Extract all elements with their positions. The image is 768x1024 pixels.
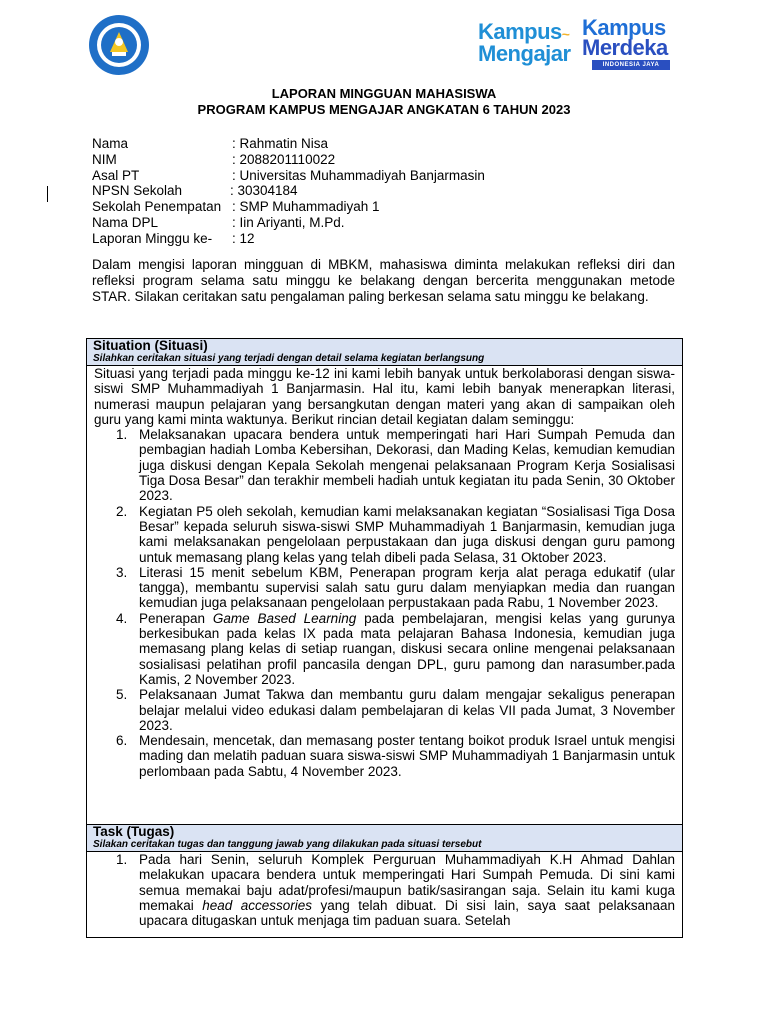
- task-header: [87, 824, 682, 852]
- situation-paragraph: Situasi yang terjadi pada minggu ke-12 ini kami lebih banyak untuk berkolaborasi dengan siswa-siswi SMP Muhammadiyah 1 Banjarmasin. Hal itu, kami lebih banyak menerapkan literasi, numerasi maupun pelajaran yang bersangkutan dengan materi yang akan di sampaikan oleh guru yang kami minta waktunya. Berikut rincian detail kegiatan dalam seminggu:: [94, 366, 675, 427]
- situation-subtitle: Silahkan ceritakan situasi yang terjadi dengan detail selama kegiatan berlangsung: [93, 353, 485, 364]
- task-title: Task (Tugas): [93, 824, 175, 839]
- list-item: 5. Pelaksanaan Jumat Takwa dan membantu guru dalam mengajar sekaligus penerapan belajar melalui video edukasi dalam pembelajaran di kelas VII pada Jumat, 3 November 2023.: [116, 687, 675, 733]
- list-item: 6. Mendesain, mencetak, dan memasang poster tentang boikot produk Israel untuk mengisi mading dan melatih paduan suara siswa-siswi SMP Muhammadiyah 1 Banjarmasin untuk perlombaan pada Sabtu, 4 November 2023.: [116, 733, 675, 779]
- tut-wuri-handayani-logo: [88, 14, 150, 76]
- list-item: 4. Penerapan Game Based Learning pada pembelajaran, mengisi kelas yang gurunya berkesibukan pada kelas IX pada mata pelajaran Bahasa Indonesia, kemudian juga memasang plang kelas di setiap ruangan, diskusi secara online mengenai pelaksanaan sosialisasi pelatihan profil pancasila dengan DPL, guru pamong dan narasumber.pada Kamis, 2 November 2023.: [116, 610, 676, 687]
- situation-list: [94, 427, 675, 779]
- report-subtitle: PROGRAM KAMPUS MENGAJAR ANGKATAN 6 TAHUN 2023: [197, 102, 571, 117]
- list-item: 3. Literasi 15 menit sebelum KBM, Penerapan program kerja alat peraga edukatif (ular tangga), membantu supervisi salah satu guru dalam menyiapkan media dan ruangan kemudian juga pelaksanaan pengelolaan perpustakaan pada Rabu, 1 November 2023.: [116, 564, 675, 611]
- task-subtitle: Silakan ceritakan tugas dan tanggung jawab yang dilakukan pada situasi tersebut: [93, 839, 482, 850]
- task-list: [94, 852, 675, 928]
- task-body: [87, 852, 682, 928]
- list-item: 1. Pada hari Senin, seluruh Komplek Perguruan Muhammadiyah K.H Ahmad Dahlan melakukan upacara bendera untuk memperingati Hari Sumpah Pemuda. Di sini kami semua memakai baju adat/profesi/maupun batik/sasirangan saja. Selain itu kami kuga memakai head accessories yang telah dibuat. Di sisi lain, saya saat pelaksanaan upacara ditugaskan untuk menjaga tim paduan suara. Setelah: [116, 852, 676, 929]
- situation-body: [87, 366, 682, 824]
- list-item: 2. Kegiatan P5 oleh sekolah, kemudian kami melaksanakan kegiatan “Sosialisasi Tiga Dosa Besar” kepada seluruh siswa-siswi SMP Muhammadiyah 1 Banjarmasin, kemudian juga kami melaksanakan pengelolaan perpustakaan dan juga diskusi dengan guru pamong untuk memasang plang kelas yang telah dibeli pada Selasa, 31 Oktober 2023.: [116, 503, 675, 565]
- report-title: LAPORAN MINGGUAN MAHASISWA: [271, 86, 497, 101]
- intro-paragraph: Dalam mengisi laporan mingguan di MBKM, mahasiswa diminta melakukan refleksi diri dan refleksi program selama satu minggu ke belakang dengan bercerita menggunakan metode STAR. Silakan ceritakan satu pengalaman paling berkesan selama satu minggu ke belakang.: [92, 257, 675, 304]
- text-cursor: [47, 186, 48, 202]
- kampus-merdeka-logo: Kampus Merdeka INDONESIA JAYA: [582, 18, 674, 70]
- situation-title: Situation (Situasi): [93, 338, 208, 353]
- kampus-mengajar-logo: Kampus~ Mengajar: [478, 19, 571, 66]
- list-item: 1. Melaksanakan upacara bendera untuk memperingati hari Hari Sumpah Pemuda dan pembagian hadiah Lomba Kebersihan, Dekorasi, dan Mading Kelas, kemudian kemudian juga diskusi dengan Kepala Sekolah mengenai pelaksanaan Program Kerja Sosialisasi Tiga Dosa Besar” dan terakhir membeli hadiah untuk kegiatan itu pada Senin, 30 Oktober 2023.: [116, 427, 675, 504]
- star-table: [86, 338, 683, 938]
- situation-header: [87, 339, 682, 366]
